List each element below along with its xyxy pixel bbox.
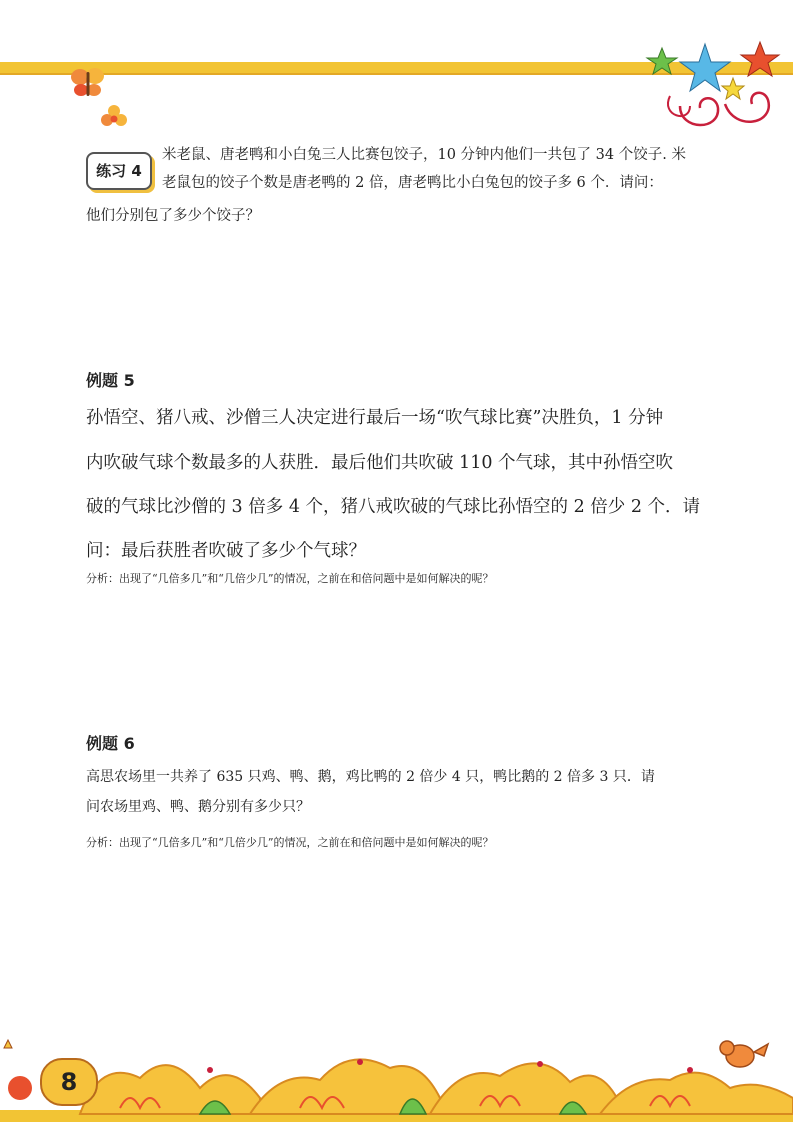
example5-analysis: 分析：出现了“几倍多几”和“几倍少几”的情况，之前在和倍问题中是如何解决的呢？ — [86, 572, 494, 585]
example5-line-1: 孙悟空、猪八戒、沙僧三人决定进行最后一场“吹气球比赛”决胜负，1 分钟 — [86, 408, 664, 428]
exercise4-line-3: 他们分别包了多少个饺子？ — [86, 208, 260, 224]
flower-icon — [100, 104, 128, 132]
example6-line-1: 高思农场里一共养了 635 只鸡、鸭、鹅，鸡比鸭的 2 倍少 4 只，鸭比鹅的 2 倍多 3 只．请 — [86, 769, 655, 785]
example5-title: 例题 5 — [86, 371, 135, 390]
stars-swirl-icon — [640, 36, 785, 136]
example5-line-2: 内吹破气球个数最多的人获胜．最后他们共吹破 110 个气球，其中孙悟空吹 — [86, 453, 674, 473]
exercise-badge: 练习 4 — [86, 152, 152, 190]
example6-analysis: 分析：出现了“几倍多几”和“几倍少几”的情况，之前在和倍问题中是如何解决的呢？ — [86, 836, 494, 849]
butterfly-icon — [68, 64, 108, 104]
example6-title: 例题 6 — [86, 734, 135, 753]
page-number: 8 — [40, 1058, 98, 1106]
footer-decoration — [0, 1018, 793, 1122]
example5-line-3: 破的气球比沙僧的 3 倍多 4 个，猪八戒吹破的气球比孙悟空的 2 倍少 2 个．请 — [86, 497, 701, 517]
exercise4-line-1: 米老鼠、唐老鸭和小白兔三人比赛包饺子，10 分钟内他们一共包了 34 个饺子. 米 — [162, 147, 686, 163]
example6-line-2: 问农场里鸡、鸭、鹅分别有多少只？ — [86, 799, 310, 815]
exercise4-line-2: 老鼠包的饺子个数是唐老鸭的 2 倍，唐老鸭比小白兔包的饺子多 6 个．请问： — [162, 175, 663, 191]
example5-line-4: 问：最后获胜者吹破了多少个气球？ — [86, 541, 366, 561]
